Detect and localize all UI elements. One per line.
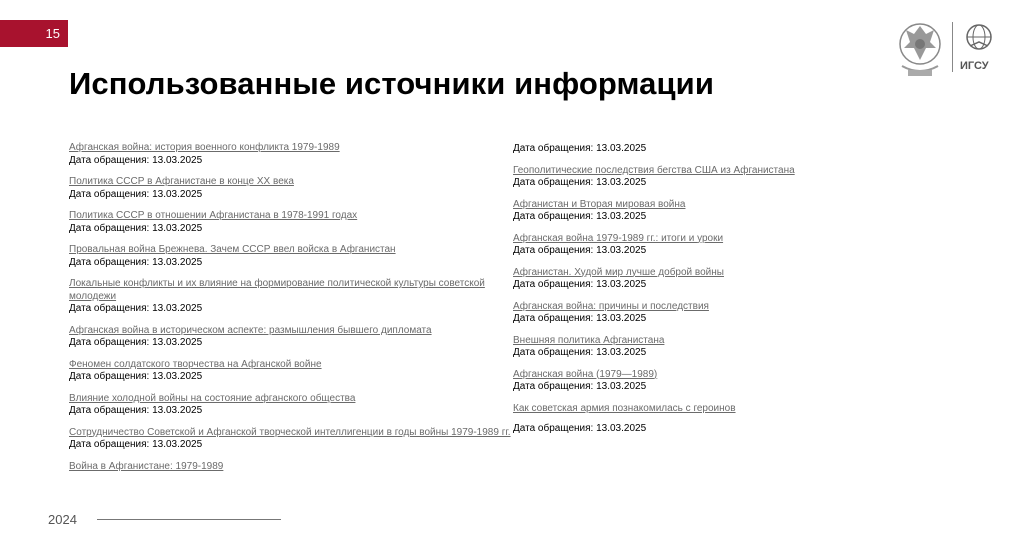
source-date: Дата обращения: 13.03.2025 (69, 405, 203, 416)
source-link[interactable]: Влияние холодной войны на состояние афганского общества (69, 392, 356, 404)
source-link[interactable]: Внешняя политика Афганистана (513, 334, 665, 346)
source-entry (69, 461, 514, 474)
source-date: Дата обращения: 13.03.2025 (69, 303, 203, 314)
source-date: Дата обращения: 13.03.2025 (69, 154, 203, 166)
source-entry (513, 335, 958, 360)
source-date: Дата обращения: 13.03.2025 (69, 188, 203, 200)
source-link[interactable]: Политика СССР в Афганистане в конце ХХ века (69, 176, 294, 187)
igsu-globe-icon (964, 22, 994, 52)
page-number-badge (0, 20, 68, 47)
source-date: Дата обращения: 13.03.2025 (513, 211, 647, 222)
source-link[interactable]: Геополитические последствия бегства США из Афганистана (513, 164, 795, 176)
source-link[interactable]: Афганская война в историческом аспекте: размышления бывшего дипломата (69, 324, 432, 336)
source-link[interactable]: Война в Афганистане: 1979-1989 (69, 460, 224, 472)
source-date: Дата обращения: 13.03.2025 (513, 347, 647, 358)
source-entry (69, 359, 514, 384)
source-date: Дата обращения: 13.03.2025 (513, 177, 647, 188)
source-link[interactable]: Провальная война Брежнева. Зачем СССР ввел войска в Афганистан (69, 244, 396, 255)
source-entry (69, 393, 514, 418)
source-entry (69, 325, 514, 350)
page-number: 15 (45, 26, 60, 41)
source-entry (513, 403, 958, 436)
source-link[interactable]: Локальные конфликты и их влияние на формирование политической культуры советской молодежи (69, 278, 485, 302)
source-link[interactable]: Политика СССР в отношении Афганистана в 1978-1991 годах (69, 210, 358, 221)
source-date: Дата обращения: 13.03.2025 (69, 371, 203, 382)
source-link[interactable]: Афганская война (1979—1989) (513, 368, 658, 380)
source-date: Дата обращения: 13.03.2025 (513, 245, 647, 256)
source-entry (513, 369, 958, 394)
source-entry (69, 427, 514, 452)
double-headed-eagle-emblem-icon (894, 14, 946, 80)
sources-right-column (513, 143, 958, 445)
source-entry (513, 143, 958, 156)
source-entry (69, 278, 514, 316)
source-date: Дата обращения: 13.03.2025 (513, 381, 647, 392)
source-date: Дата обращения: 13.03.2025 (513, 143, 647, 154)
source-link[interactable]: Афганистан. Худой мир лучше доброй войны (513, 266, 724, 278)
source-date: Дата обращения: 13.03.2025 (69, 337, 203, 348)
source-entry (69, 210, 514, 235)
source-link[interactable]: Феномен солдатского творчества на Афганской войне (69, 358, 322, 370)
source-entry (513, 165, 958, 190)
source-date: Дата обращения: 13.03.2025 (69, 222, 203, 234)
footer-year: 2024 (48, 512, 77, 527)
source-link[interactable]: Афганистан и Вторая мировая война (513, 198, 686, 210)
source-date: Дата обращения: 13.03.2025 (513, 279, 647, 290)
sources-left-column (69, 142, 514, 482)
source-entry (69, 244, 514, 269)
footer-divider (97, 519, 281, 520)
source-date: Дата обращения: 13.03.2025 (513, 313, 647, 324)
source-entry (513, 267, 958, 292)
page-title: Использованные источники информации (69, 66, 714, 101)
logo-text: ИГСУ (960, 60, 989, 72)
source-date: Дата обращения: 13.03.2025 (513, 423, 647, 434)
logo-divider (952, 22, 953, 72)
source-entry (513, 301, 958, 326)
source-link[interactable]: Как советская армия познакомилась с героинов (513, 402, 736, 414)
source-date: Дата обращения: 13.03.2025 (69, 256, 203, 268)
logo-area (894, 14, 1004, 80)
source-entry (69, 176, 514, 201)
source-link[interactable]: Афганская война: причины и последствия (513, 300, 709, 312)
source-link[interactable]: Афганская война 1979-1989 гг.: итоги и уроки (513, 232, 724, 244)
source-entry (69, 142, 514, 167)
source-date: Дата обращения: 13.03.2025 (69, 439, 203, 450)
source-link[interactable]: Афганская война: история военного конфликта 1979-1989 (69, 142, 340, 153)
source-entry (513, 233, 958, 258)
source-link[interactable]: Сотрудничество Советской и Афганской творческой интеллигенции в годы войны 1979-1989 гг. (69, 426, 511, 438)
source-entry (513, 199, 958, 224)
